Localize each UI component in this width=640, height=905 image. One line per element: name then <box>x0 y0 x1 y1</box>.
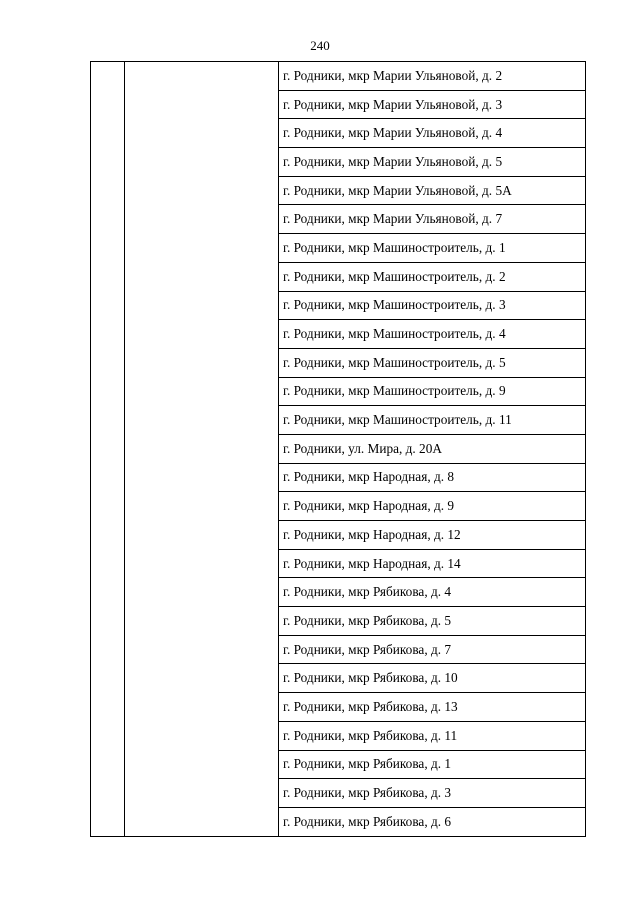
address-cell: г. Родники, мкр Рябикова, д. 13 <box>279 693 586 722</box>
address-cell: г. Родники, мкр Машиностроитель, д. 1 <box>279 234 586 263</box>
address-cell: г. Родники, мкр Машиностроитель, д. 2 <box>279 262 586 291</box>
address-table-body <box>91 62 586 837</box>
address-cell: г. Родники, мкр Народная, д. 12 <box>279 521 586 550</box>
address-cell: г. Родники, мкр Машиностроитель, д. 3 <box>279 291 586 320</box>
address-cell: г. Родники, мкр Рябикова, д. 10 <box>279 664 586 693</box>
address-cell: г. Родники, мкр Рябикова, д. 1 <box>279 750 586 779</box>
address-cell: г. Родники, мкр Народная, д. 14 <box>279 549 586 578</box>
address-cell: г. Родники, мкр Машиностроитель, д. 4 <box>279 320 586 349</box>
address-cell: г. Родники, мкр Марии Ульяновой, д. 4 <box>279 119 586 148</box>
address-cell: г. Родники, ул. Мира, д. 20А <box>279 434 586 463</box>
address-cell: г. Родники, мкр Марии Ульяновой, д. 3 <box>279 90 586 119</box>
address-cell: г. Родники, мкр Марии Ульяновой, д. 5А <box>279 176 586 205</box>
empty-cell-number-column <box>91 62 125 837</box>
address-cell: г. Родники, мкр Машиностроитель, д. 9 <box>279 377 586 406</box>
address-cell: г. Родники, мкр Рябикова, д. 7 <box>279 635 586 664</box>
address-cell: г. Родники, мкр Машиностроитель, д. 11 <box>279 406 586 435</box>
table-row <box>91 62 586 91</box>
address-table <box>90 61 586 837</box>
address-cell: г. Родники, мкр Народная, д. 8 <box>279 463 586 492</box>
address-cell: г. Родники, мкр Рябикова, д. 3 <box>279 779 586 808</box>
address-cell: г. Родники, мкр Рябикова, д. 4 <box>279 578 586 607</box>
address-cell: г. Родники, мкр Рябикова, д. 6 <box>279 807 586 836</box>
empty-cell-name-column <box>125 62 279 837</box>
address-cell: г. Родники, мкр Марии Ульяновой, д. 2 <box>279 62 586 91</box>
address-cell: г. Родники, мкр Рябикова, д. 11 <box>279 721 586 750</box>
address-cell: г. Родники, мкр Марии Ульяновой, д. 7 <box>279 205 586 234</box>
page-number: 240 <box>310 38 330 53</box>
address-cell: г. Родники, мкр Машиностроитель, д. 5 <box>279 348 586 377</box>
address-cell: г. Родники, мкр Марии Ульяновой, д. 5 <box>279 148 586 177</box>
address-cell: г. Родники, мкр Рябикова, д. 5 <box>279 607 586 636</box>
address-cell: г. Родники, мкр Народная, д. 9 <box>279 492 586 521</box>
